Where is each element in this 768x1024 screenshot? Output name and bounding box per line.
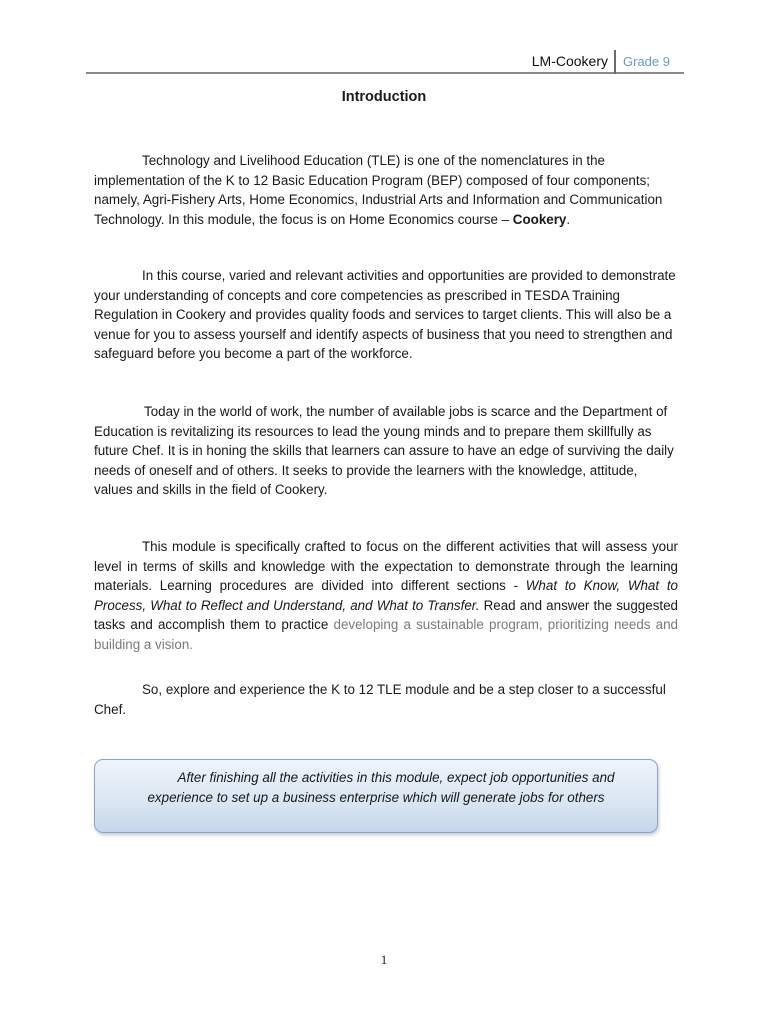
callout-box xyxy=(94,759,658,833)
paragraph-4 xyxy=(94,537,678,655)
page-number: 1 xyxy=(380,952,388,967)
paragraph-3-text: Today in the world of work, the number of available jobs is scarce and the Department of Education is revitalizing its resources to lead the young minds and to prepare them skillfully as future Chef. It is in honing the skills that learners can assure to have an edge of surviving the daily needs of oneself and of others. It seeks to provide the learners with the knowledge, attitude, values and skills in the field of Cookery. xyxy=(94,404,674,498)
paragraph-2-text: In this course, varied and relevant activities and opportunities are provided to demonstrate your understanding of concepts and core competencies as prescribed in TESDA Training Regulation in Cookery and provides quality foods and services to target clients. This will also be a venue for you to assess yourself and identify aspects of business that you need to strengthen and safeguard before you become a part of the workforce. xyxy=(94,268,676,362)
paragraph-2 xyxy=(94,266,678,364)
paragraph-4-text: This module is specifically crafted to focus on the different activities that will assess your level in terms of skills and knowledge with the expectation to demonstrate through the learning materials. Learning procedures are divided into different sections - xyxy=(94,539,678,594)
page-title: Introduction xyxy=(341,89,427,105)
callout-text: After finishing all the activities in this module, expect job opportunities and experience to set up a business enterprise which will generate jobs for others xyxy=(147,770,615,805)
grade-label: Grade 9 xyxy=(623,53,670,69)
page-header xyxy=(86,42,684,74)
course-name: Cookery xyxy=(512,211,567,227)
paragraph-4-after: Read and answer the suggested tasks and accomplish them to practice xyxy=(94,597,679,633)
paragraph-4-faded: developing a sustainable program, prioritizing needs and building a vision. xyxy=(94,617,678,652)
paragraph-1 xyxy=(94,151,678,229)
paragraph-3 xyxy=(94,402,678,500)
paragraph-1-text: Technology and Livelihood Education (TLE) is one of the nomenclatures in the implementation of the K to 12 Basic Education Program (BEP) composed of four components; namely, Agri-Fishery Arts, Home Economics, Industrial Arts and Information and Communication Technology. In this module, the focus is on Home Economics course – xyxy=(94,153,663,227)
section-names: What to Know, What to Process, What to Reflect and Understand, and What to Transfer. xyxy=(94,578,678,613)
header-labels xyxy=(532,48,670,74)
paragraph-5 xyxy=(94,680,678,719)
doc-code: LM-Cookery xyxy=(531,53,609,69)
paragraph-1-tail: . xyxy=(566,211,571,227)
paragraph-5-text: So, explore and experience the K to 12 TLE module and be a step closer to a successful Chef. xyxy=(94,682,666,717)
